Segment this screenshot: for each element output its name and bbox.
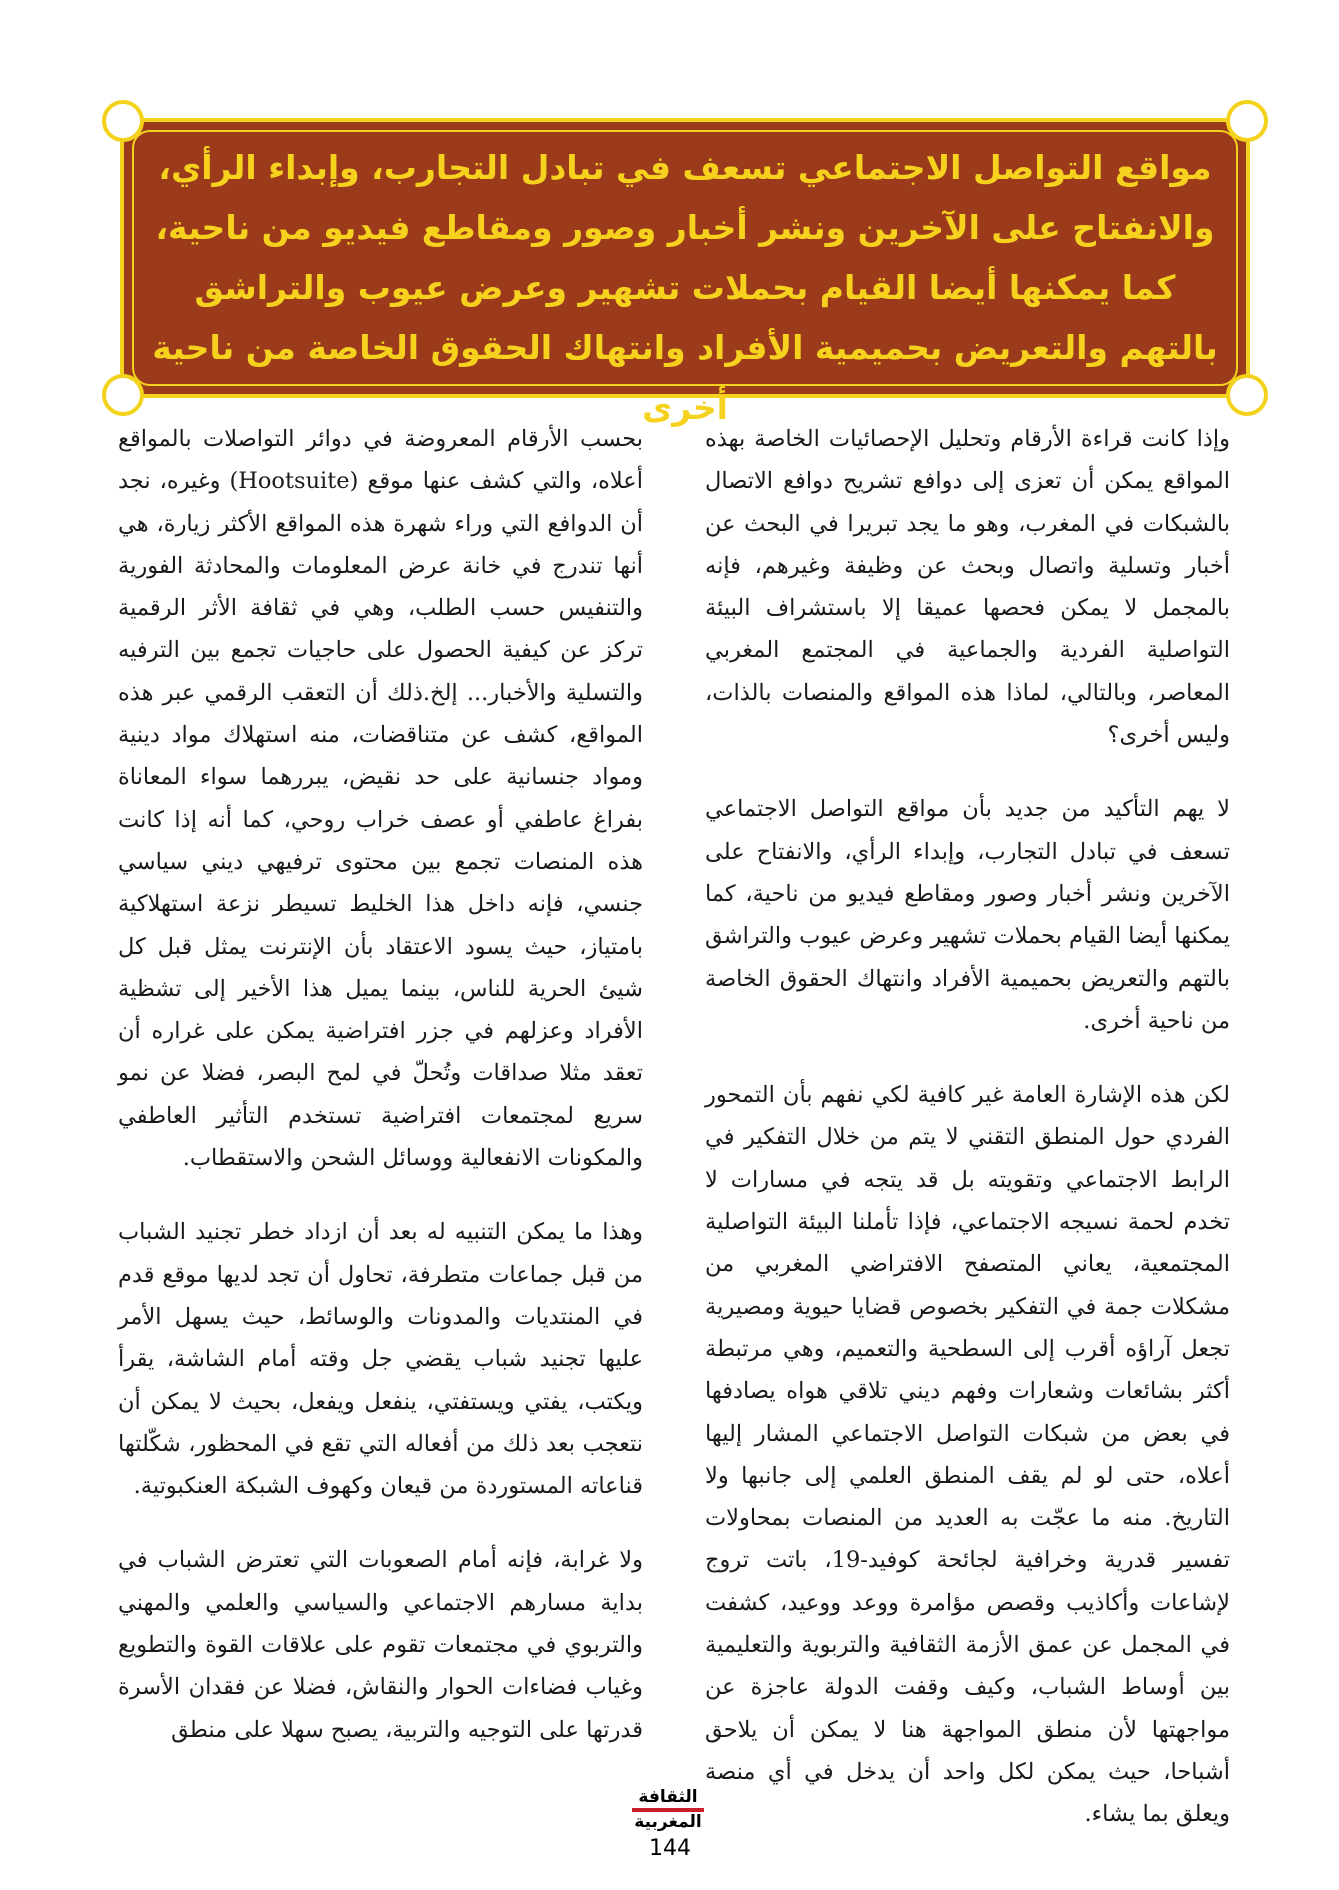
paragraph: ولا غرابة، فإنه أمام الصعوبات التي تعترض الشباب في بداية مسارهم الاجتماعي والسياسي والعلمي والمهني والتربوي في مجتمعات تقوم على علاقات القوة والتطويع وغياب فضاءات الحوار والنقاش، فضلا عن فقدان الأسرة قدرتها على التوجيه والتربية، يصبح سهلا على منطق <box>118 1547 643 1743</box>
article-column-left <box>118 418 643 1783</box>
frame-corner <box>1226 100 1268 142</box>
magazine-logo <box>628 1788 708 1834</box>
logo-line: المغربية <box>634 1812 702 1832</box>
frame-corner <box>1226 374 1268 416</box>
pull-quote: مواقع التواصل الاجتماعي تسعف في تبادل التجارب، وإبداء الرأي، والانفتاح على الآخرين ونشر أخبار وصور ومقاطع فيديو من ناحية، كما يمكنها أيضا القيام بحملات تشهير وعرض عيوب والتراشق بالتهم والتعريض بحميمية الأفراد وانتهاك الحقوق الخاصة من ناحية أخرى <box>152 148 1218 427</box>
page-number: 144 <box>649 1836 691 1861</box>
frame-corner <box>102 100 144 142</box>
frame-corner <box>102 374 144 416</box>
paragraph: وهذا ما يمكن التنبيه له بعد أن ازداد خطر تجنيد الشباب من قبل جماعات متطرفة، تحاول أن تجد لديها موقع قدم في المنتديات والمدونات والوسائط، حيث يسهل الأمر عليها تجنيد شباب يقضي جل وقته أمام الشاشة، يقرأ ويكتب، يفتي ويستفتي، ينفعل ويفعل، بحيث لا يمكن أن نتعجب بعد ذلك من أفعاله التي تقع في المحظور، شكّلتها قناعاته المستوردة من قيعان وكهوف الشبكة العنكبوتية. <box>118 1219 643 1500</box>
paragraph: بحسب الأرقام المعروضة في دوائر التواصلات بالمواقع أعلاه، والتي كشف عنها موقع (Hootsuite) وغيره، نجد أن الدوافع التي وراء شهرة هذه المواقع الأكثر زيارة، هي أنها تندرج في خانة عرض المعلومات والمحادثة الفورية والتنفيس حسب الطلب، وهي في ثقافة الأثر الرقمية تركز عن كيفية الحصول على حاجيات تجمع بين الترفيه والتسلية والأخبار... إلخ.ذلك أن التعقب الرقمي عبر هذه المواقع، كشف عن متناقضات، منه استهلاك مواد دينية ومواد جنسانية على حد نقيض، يبررهما سواء المعاناة بفراغ عاطفي أو عصف خراب روحي، كما أنه إذا كانت هذه المنصات تجمع بين محتوى ترفيهي ديني سياسي جنسي، فإنه داخل هذا الخليط تسيطر نزعة استهلاكية بامتياز، حيث يسود الاعتقاد بأن الإنترنت يمثل قبل كل شيئ الحرية للناس، بينما يميل هذا الأخير إلى تشظية الأفراد وعزلهم في جزر افتراضية يمكن على غراره أن تعقد مثلا صداقات وتُحلّ في لمح البصر، فضلا عن نمو سريع لمجتمعات افتراضية تستخدم التأثير العاطفي والمكونات الانفعالية ووسائل الشحن والاستقطاب. <box>118 426 643 1172</box>
article-column-right <box>705 418 1230 1868</box>
logo-line: الثقافة <box>638 1787 698 1807</box>
paragraph: وإذا كانت قراءة الأرقام وتحليل الإحصائيات الخاصة بهذه المواقع يمكن أن تعزى إلى دوافع تشريح دوافع الاتصال بالشبكات في المغرب، وهو ما يجد تبريرا في البحث عن أخبار وتسلية واتصال وبحث عن وظيفة وغيرهم، فإنه بالمجمل لا يمكن فحصها عميقا إلا باستشراف البيئة التواصلية الفردية والجماعية في المجتمع المغربي المعاصر، وبالتالي، لماذا هذه المواقع والمنصات بالذات، وليس أخرى؟ <box>705 426 1230 749</box>
paragraph: لا يهم التأكيد من جديد بأن مواقع التواصل الاجتماعي تسعف في تبادل التجارب، وإبداء الرأي، والانفتاح على الآخرين ونشر أخبار وصور ومقاطع فيديو من ناحية، كما يمكنها أيضا القيام بحملات تشهير وعرض عيوب والتراشق بالتهم والتعريض بحميمية الأفراد وانتهاك الحقوق الخاصة من ناحية أخرى. <box>704 796 1230 1034</box>
paragraph: لكن هذه الإشارة العامة غير كافية لكي نفهم بأن التمحور الفردي حول المنطق التقني لا يتم من خلال التفكير في الرابط الاجتماعي وتقويته بل قد يتجه في مسارات لا تخدم لحمة نسيجه الاجتماعي، فإذا تأملنا البيئة التواصلية المجتمعية، يعاني المتصفح الافتراضي المغربي من مشكلات جمة في التفكير بخصوص قضايا حيوية ومصيرية تجعل آراؤه أقرب إلى السطحية والتعميم، وهي مرتبطة أكثر بشائعات وشعارات وفهم ديني تلاقي هواه يصادفها في بعض من شبكات التواصل الاجتماعي المشار إليها أعلاه، حتى لو لم يقف المنطق العلمي إلى جانبها ولا التاريخ. منه ما عجّت به العديد من المنصات بمحاولات تفسير قدرية وخرافية لجائحة كوفيد-19، باتت تروج لإشاعات وأكاذيب وقصص مؤامرة ووعد ووعيد، كشفت في المجمل عن عمق الأزمة الثقافية والتربوية والتعليمية بين أوساط الشباب، وكيف وقفت الدولة عاجزة عن مواجهتها لأن منطق المواجهة هنا لا يمكن أن يلاحق أشباحا، حيث يمكن لكل واحد أن يدخل في أي منصة ويعلق بما يشاء. <box>705 1082 1230 1828</box>
